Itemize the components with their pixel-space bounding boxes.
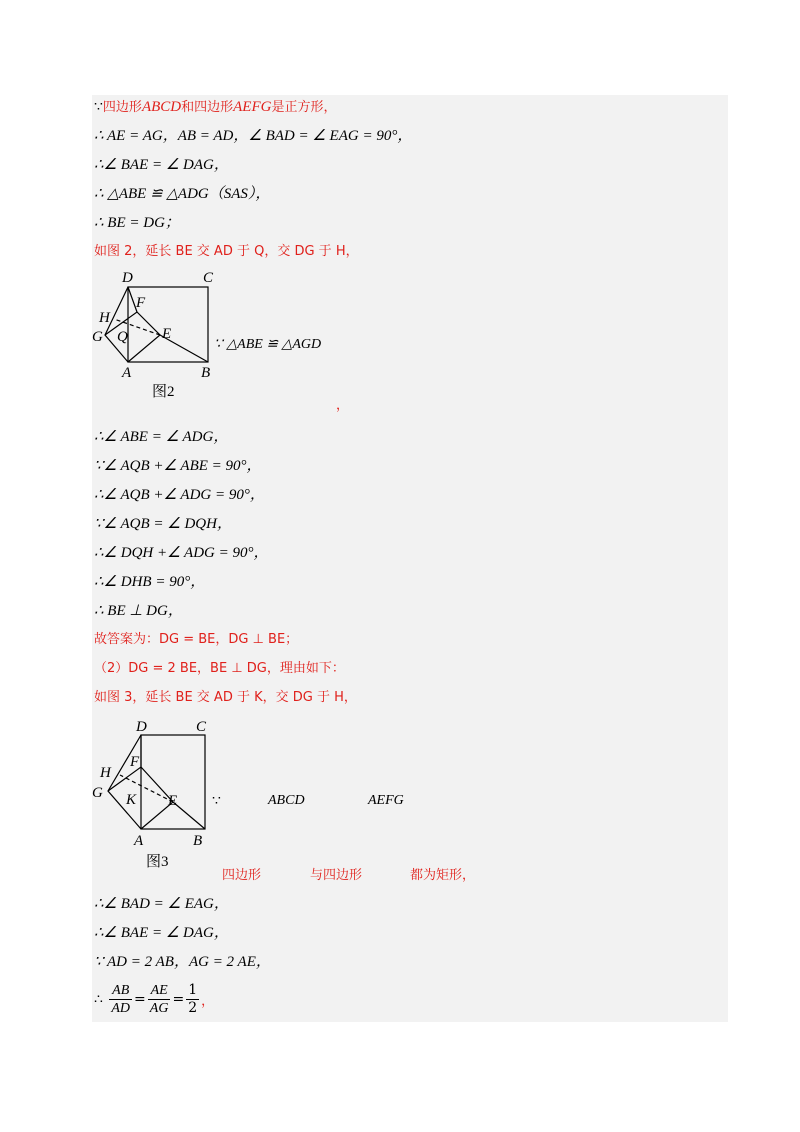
line-3: ∴∠ BAE = ∠ DAG， [94,157,229,173]
label-d: D [136,719,147,735]
fraction-one-half [186,982,199,1017]
denominator: AD [111,1001,131,1016]
denominator: 2 [188,1000,198,1016]
shape-name-abcd: ABCD [268,793,305,808]
line-17: （2）DG = 2 BE，BE ⊥ DG，理由如下： [94,661,345,676]
label-a: A [134,833,144,849]
line-10: ∵∠ AQB +∠ ABE = 90°， [94,458,262,474]
label-b: B [201,365,211,381]
denominator: AG [149,1001,169,1016]
side-ag-dg [108,735,141,829]
label-d: D [122,270,133,286]
line-15: ∴ BE ⊥ DG， [94,603,183,619]
label-h: H [100,765,111,781]
shape-name-aefg: AEFG [368,793,404,808]
label-a: A [122,365,132,381]
label-k: K [126,792,137,808]
shape-name: AEFG [233,99,272,115]
fraction-ae-ag [148,982,171,1017]
line-11: ∴∠ AQB +∠ ADG = 90°， [94,487,265,503]
figure-caption: 图2 [152,384,175,400]
label-b: B [193,833,203,849]
label-q: Q [117,329,128,345]
therefore-symbol: ∴ [94,991,103,1008]
line-13: ∴∠ DQH +∠ ADG = 90°， [94,545,269,561]
figure-2 [90,268,220,408]
label-g: G [92,329,103,345]
red-text: 四边形 [222,868,262,883]
comma: ， [201,994,215,1009]
line-6: 如图 2，延长 BE 交 AD 于 Q，交 DG 于 H， [94,244,359,259]
figure-caption: 图3 [146,854,169,870]
red-text: 和四边形 [181,100,234,115]
figure-3 [90,715,220,875]
line-22: ∴∠ BAE = ∠ DAG， [94,925,229,941]
fraction-ab-ad [109,982,132,1017]
line-1 [94,98,336,117]
line-8: ， [336,398,350,413]
line-9: ∴∠ ABE = ∠ ADG， [94,429,229,445]
label-c: C [196,719,207,735]
line-2: ∴ AE = AG，AB = AD，∠ BAD = ∠ EAG = 90°， [94,128,413,144]
shape-name: ABCD [141,99,182,115]
label-f: F [136,295,146,311]
line-18: 如图 3，延长 BE 交 AD 于 K，交 DG 于 H， [94,690,357,705]
line-14: ∴∠ DHB = 90°， [94,574,206,590]
red-text: 四边形 [102,100,142,115]
equals-sign: = [134,991,146,1008]
equals-sign: = [172,991,185,1008]
red-text: 与四边形 [310,868,363,883]
rectangle-abcd [141,735,205,829]
line-24 [94,982,214,1017]
numerator: AB [109,982,132,1000]
label-c: C [203,270,214,286]
because-symbol: ∵ [94,99,103,115]
line-21: ∴∠ BAD = ∠ EAG， [94,896,229,912]
label-h: H [99,310,110,326]
square-aefg [105,312,160,362]
label-f: F [130,754,140,770]
line-7: ∵ △ABE ≌ △AGD [214,337,322,352]
because-symbol: ∵ [212,793,221,809]
label-e: E [168,793,178,809]
line-23: ∵ AD = 2 AB，AG = 2 AE， [94,954,271,970]
line-4: ∴ △ABE ≌ △ADG（SAS）， [94,186,271,202]
numerator: 1 [188,982,198,998]
numerator: AE [148,982,171,1000]
red-text: 都为矩形， [410,868,476,883]
line-5: ∴ BE = DG； [94,215,180,231]
label-g: G [92,785,103,801]
line-16: 故答案为：DG = BE，DG ⊥ BE； [94,632,299,647]
label-e: E [162,326,172,342]
line-eb [173,802,205,829]
line-12: ∵∠ AQB = ∠ DQH， [94,516,232,532]
red-text: 是正方形， [271,100,337,115]
